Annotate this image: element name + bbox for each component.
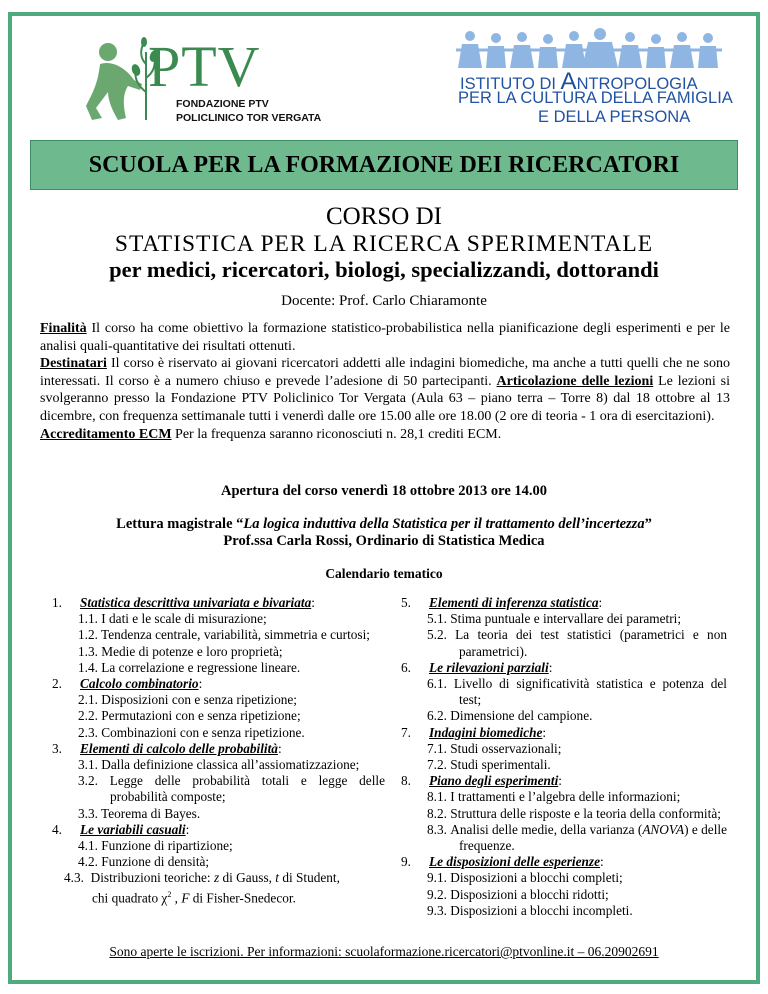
calendar-subtopic: 9.2. Disposizioni a blocchi ridotti; (427, 886, 609, 902)
lecture-title (0, 516, 768, 533)
calendar-subtopic: 4.3. Distribuzioni teoriche: z di Gauss, t di Student, chi quadrato $\chi^2$ , F di Fisher-Snedecor. (64, 870, 340, 906)
calendar-topic-number: 9. (401, 854, 411, 870)
calendar-topic-title: Statistica descrittiva univariata e bivariata (80, 595, 312, 610)
accreditamento-section (40, 427, 501, 442)
calendar-subtopic: 8.1. I trattamenti e l’algebra delle informazioni; (427, 789, 681, 805)
calendar-subtopic: 2.2. Permutazioni con e senza ripetizione; (78, 708, 301, 724)
calendar-topic: 4. Le variabili casuali: (52, 821, 190, 837)
footer-contact: Sono aperte le iscrizioni. Per informazioni: scuolaformazione.ricercatori@ptvonline.it – 06.20902691 (109, 944, 659, 959)
calendar-topic: 7. Indagini biomediche: (401, 724, 547, 740)
ptv-logo (82, 22, 322, 132)
destinatari-label: Destinatari (40, 356, 107, 372)
calendar-topic: 8. Piano degli esperimenti: (401, 773, 562, 789)
course-docente: Docente: Prof. Carlo Chiaramonte (281, 293, 487, 309)
calendar-subtopic: 6.2. Dimensione del campione. (427, 708, 593, 724)
istituto-line2: PER LA CULTURA DELLA FAMIGLIA (458, 89, 733, 107)
calendar-topic: 3. Elementi di calcolo delle probabilità: (52, 740, 282, 756)
calendar-subtopic: 3.1. Dalla definizione classica all’assiomatizzazione; (78, 757, 360, 773)
calendar-topic-title: Calcolo combinatorio (80, 676, 199, 692)
accreditamento-text: Per la frequenza saranno riconosciuti n. 28,1 crediti ECM. (171, 426, 502, 442)
istituto-line1-rest: NTROPOLOGIA (576, 75, 698, 93)
calendar-right-column (401, 595, 727, 919)
course-audience: per medici, ricercatori, biologi, specializzandi, dottorandi (109, 257, 659, 282)
calendar-subtopic: 4.2. Funzione di densità; (78, 854, 210, 870)
articolazione-text: Le lezioni si svolgeranno presso la Fondazione PTV Policlinico Tor Vergata (Aula 63 – piano terra – Torre 8) dal 18 ottobre al 13 dicembre, con frequenza settimanale tutti i venerdì dalle ore 15.00 alle ore 18.00 (2 ore di teoria - 1 ora di esercitazioni). (40, 373, 731, 424)
calendar-heading: Calendario tematico (325, 566, 443, 581)
calendar-topic-number: 6. (401, 659, 411, 675)
course-title-line2: STATISTICA PER LA RICERCA SPERIMENTALE (114, 231, 654, 257)
school-banner (30, 140, 738, 190)
calendar-topic-number: 3. (52, 740, 62, 756)
calendar-topic-number: 2. (52, 676, 62, 692)
calendar-subtopic: 4.1. Funzione di ripartizione; (78, 838, 233, 854)
calendar-subtopic: 2.1. Disposizioni con e senza ripetizione; (78, 692, 297, 708)
accreditamento-label: Accreditamento ECM (40, 426, 172, 442)
finalita-section (40, 321, 730, 354)
istituto-logo (452, 28, 734, 128)
calendar-topic-title: Elementi di calcolo delle probabilità (80, 740, 278, 756)
calendar-topic: 2. Calcolo combinatorio: (52, 676, 203, 692)
calendar-topic: 5. Elementi di inferenza statistica: (401, 595, 603, 610)
calendar-topic-title: Le disposizioni delle esperienze (429, 854, 600, 870)
calendar-subtopic: 3.3. Teorema di Bayes. (78, 805, 201, 821)
calendar-subtopic: 8.3. Analisi delle medie, della varianza (ANOVA) e delle frequenze. (427, 821, 728, 854)
calendar-subtopic: 7.1. Studi osservazionali; (427, 740, 562, 756)
istituto-letter-a: A (560, 68, 577, 95)
calendar-subtopic: 7.2. Studi sperimentali. (427, 757, 551, 773)
calendar-subtopic: 1.2. Tendenza centrale, variabilità, simmetria e curtosi; (78, 627, 370, 643)
opening-date: Apertura del corso venerdì 18 ottobre 2013 ore 14.00 (220, 483, 548, 499)
ptv-logo-word: PTV (148, 34, 261, 99)
lecture-title-text: La logica induttiva della Statistica per il trattamento dell’incertezza (243, 516, 645, 532)
calendar-subtopic: 5.1. Stima puntuale e intervallare dei parametri; (427, 611, 682, 627)
finalita-text: Il corso ha come obiettivo la formazione statistico-probabilistica nella pianificazione degli esperimenti e per le analisi quali-quantitative dei risultati ottenuti. (40, 321, 730, 354)
calendar-subtopic: 1.1. I dati e le scale di misurazione; (78, 611, 267, 627)
destinatari-text: Il corso è riservato ai giovani ricercatori addetti alle indagini biomediche, ma anche a tutti quelli che ne sono interessati. Il corso è a numero chiuso e prevede l’adesione di 50 partecipanti. (40, 356, 730, 389)
course-description (40, 320, 730, 443)
school-banner-text: SCUOLA PER LA FORMAZIONE DEI RICERCATORI (88, 152, 680, 178)
calendar-topic: 6. Le rilevazioni parziali: (401, 659, 553, 675)
calendar-topic-title: Le rilevazioni parziali (429, 659, 549, 675)
calendar-topic-number: 4. (52, 821, 62, 837)
calendar-topic-title: Elementi di inferenza statistica (429, 595, 599, 610)
calendar-subtopic: 3.2. Legge delle probabilità totali e legge delle probabilità composte; (78, 773, 385, 805)
lecture-prefix: Lettura magistrale “ (116, 516, 244, 532)
calendar-topic-number: 7. (401, 724, 411, 740)
calendar-subtopic: 1.4. La correlazione e regressione lineare. (78, 659, 301, 675)
calendar-subtopic: 8.2. Struttura delle risposte e la teoria della conformità; (427, 805, 721, 821)
calendar-subtopic: 6.1. Livello di significatività statistica e potenza del test; (427, 676, 727, 708)
calendar-subtopic: 9.3. Disposizioni a blocchi incompleti. (427, 902, 633, 918)
calendar-subtopic: 9.1. Disposizioni a blocchi completi; (427, 870, 623, 886)
ptv-logo-line1: FONDAZIONE PTV (176, 98, 269, 110)
calendar-topic: 9. Le disposizioni delle esperienze: (401, 854, 604, 870)
people-chain-icon (452, 28, 734, 72)
finalita-label: Finalità (40, 321, 87, 336)
calendar-subtopic: 1.3. Medie di potenze e loro proprietà; (78, 643, 283, 659)
calendar-topic-title: Le variabili casuali (80, 821, 186, 837)
calendar-subtopic: 5.2. La teoria dei test statistici (parametrici e non parametrici). (427, 627, 727, 659)
calendar-topic-title: Indagini biomediche (429, 724, 543, 740)
calendar-topic-number: 5. (401, 595, 411, 610)
istituto-line3: E DELLA PERSONA (538, 108, 691, 126)
course-title-line1: CORSO DI (326, 203, 442, 230)
calendar-topic-number: 1. (52, 595, 62, 610)
lecture-suffix: ” (644, 516, 652, 532)
calendar-topic-title: Piano degli esperimenti (429, 773, 559, 789)
calendar-topic: 1. Statistica descrittiva univariata e bivariata: (52, 595, 315, 610)
istituto-line1: ISTITUTO DI (460, 75, 556, 93)
calendar-topic-number: 8. (401, 773, 411, 789)
ptv-logo-line2: POLICLINICO TOR VERGATA (176, 112, 322, 124)
lecture-speaker: Prof.ssa Carla Rossi, Ordinario di Statistica Medica (223, 533, 545, 549)
calendar-left-column (52, 595, 385, 906)
articolazione-label: Articolazione delle lezioni (496, 373, 654, 389)
calendar-subtopic: 2.3. Combinazioni con e senza ripetizione. (78, 724, 305, 740)
